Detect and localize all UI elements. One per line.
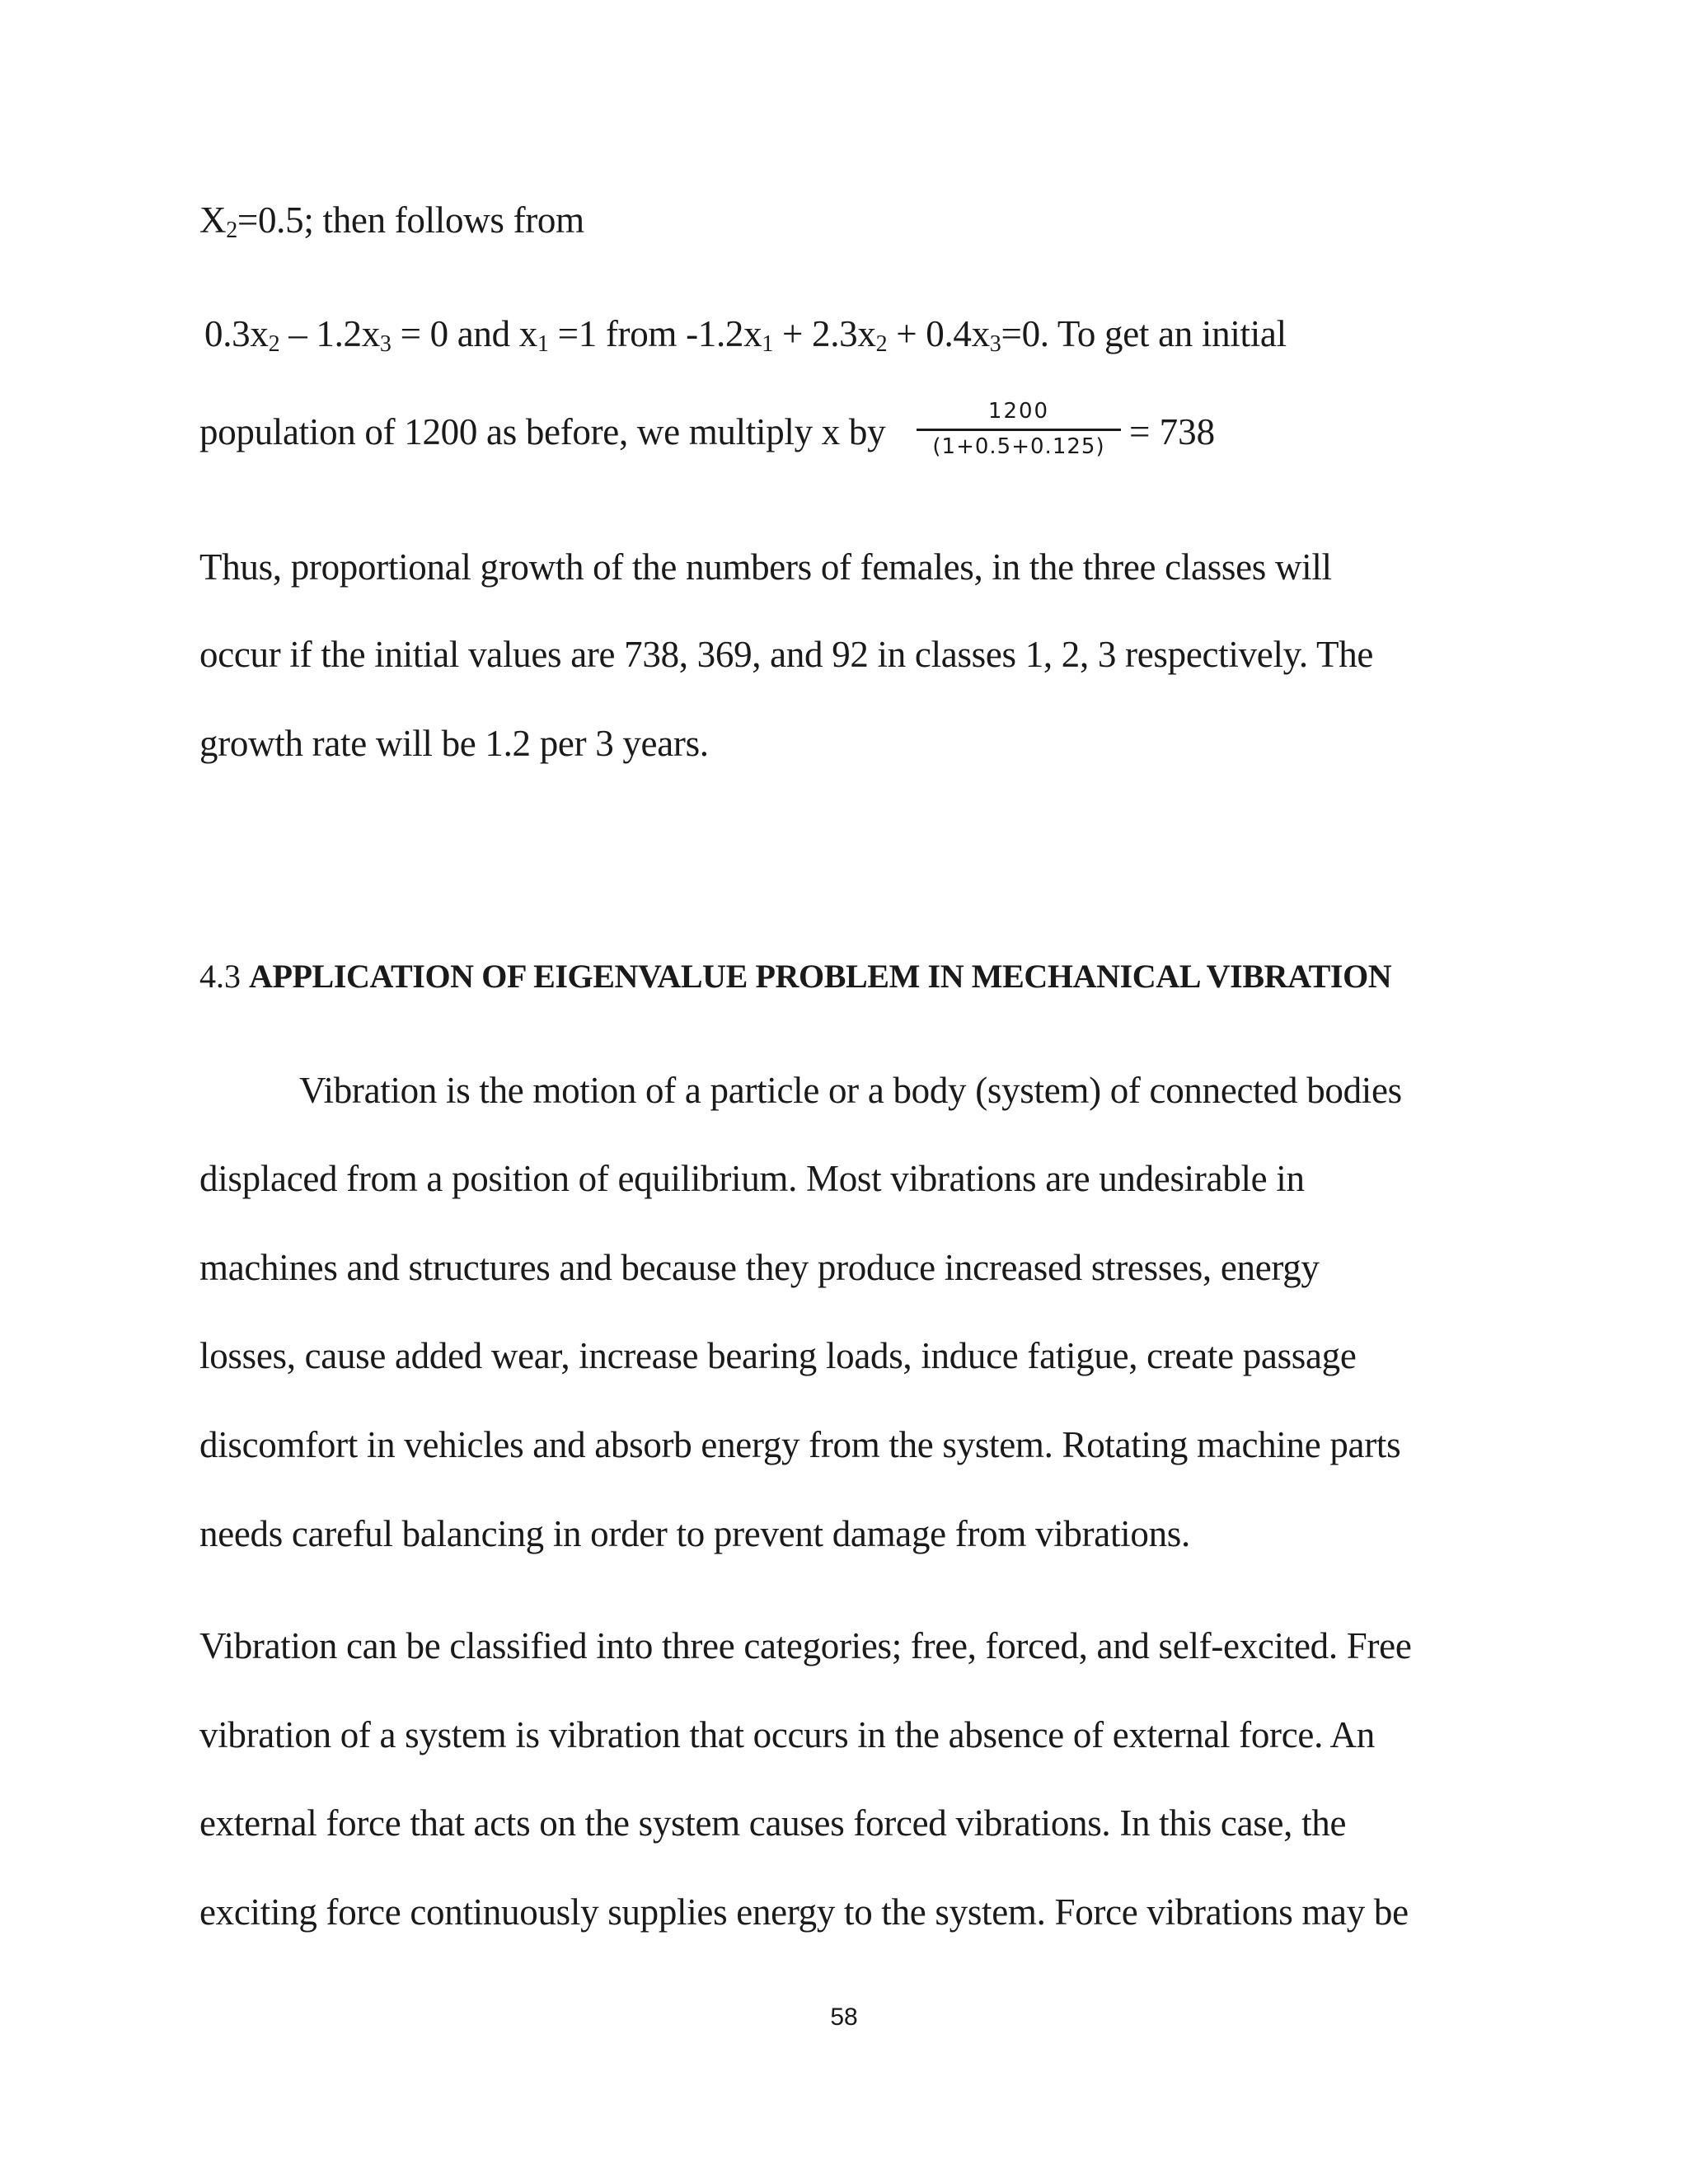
text-line: Thus, proportional growth of the numbers of females, in the three classes will bbox=[199, 546, 1332, 588]
text-line: occur if the initial values are 738, 369, and 92 in classes 1, 2, 3 respectively. The bbox=[199, 634, 1374, 675]
paragraph-line: losses, cause added wear, increase bearing loads, induce fatigue, create passage bbox=[199, 1335, 1357, 1376]
paragraph-line: Vibration is the motion of a particle or a body (system) of connected bodies bbox=[299, 1070, 1402, 1111]
paragraph-line: exciting force continuously supplies energy to the system. Force vibrations may be bbox=[199, 1891, 1409, 1933]
fraction-numerator: 1200 bbox=[987, 399, 1050, 424]
paragraph-line: discomfort in vehicles and absorb energy from the system. Rotating machine parts bbox=[199, 1424, 1401, 1465]
page-number: 58 bbox=[830, 2004, 858, 2031]
section-heading bbox=[199, 954, 1391, 1000]
section-title: APPLICATION OF EIGENVALUE PROBLEM IN MECHANICAL VIBRATION bbox=[249, 958, 1392, 995]
paragraph-line: displaced from a position of equilibrium. Most vibrations are undesirable in bbox=[199, 1158, 1305, 1199]
fraction-bar bbox=[917, 429, 1121, 431]
text-line: growth rate will be 1.2 per 3 years. bbox=[199, 723, 709, 764]
section-number: 4.3 bbox=[199, 958, 249, 995]
paragraph-line: Vibration can be classified into three categories; free, forced, and self-excited. Free bbox=[199, 1625, 1412, 1666]
fraction-result: = 738 bbox=[1129, 411, 1216, 452]
paragraph-line: vibration of a system is vibration that occurs in the absence of external force. An bbox=[199, 1714, 1375, 1755]
paragraph-line: machines and structures and because they produce increased stresses, energy bbox=[199, 1247, 1320, 1288]
paragraph-line: external force that acts on the system causes forced vibrations. In this case, the bbox=[199, 1802, 1347, 1844]
equation-line: $0.3x_2 - 1.2x_3 = 0$ and $x_1 =1$ from $-1.2x_1 + 2.3x_2 + 0.4x_3=0$. To get an initial bbox=[204, 313, 1287, 357]
fraction-denominator: (1+0.5+0.125) bbox=[932, 434, 1105, 459]
text-line-x2: $X_2=0.5$; then follows from bbox=[199, 199, 584, 243]
fraction bbox=[917, 399, 1121, 459]
paragraph-line: needs careful balancing in order to prevent damage from vibrations. bbox=[199, 1513, 1190, 1554]
text-line-population: population of 1200 as before, we multiply x by bbox=[199, 411, 886, 452]
